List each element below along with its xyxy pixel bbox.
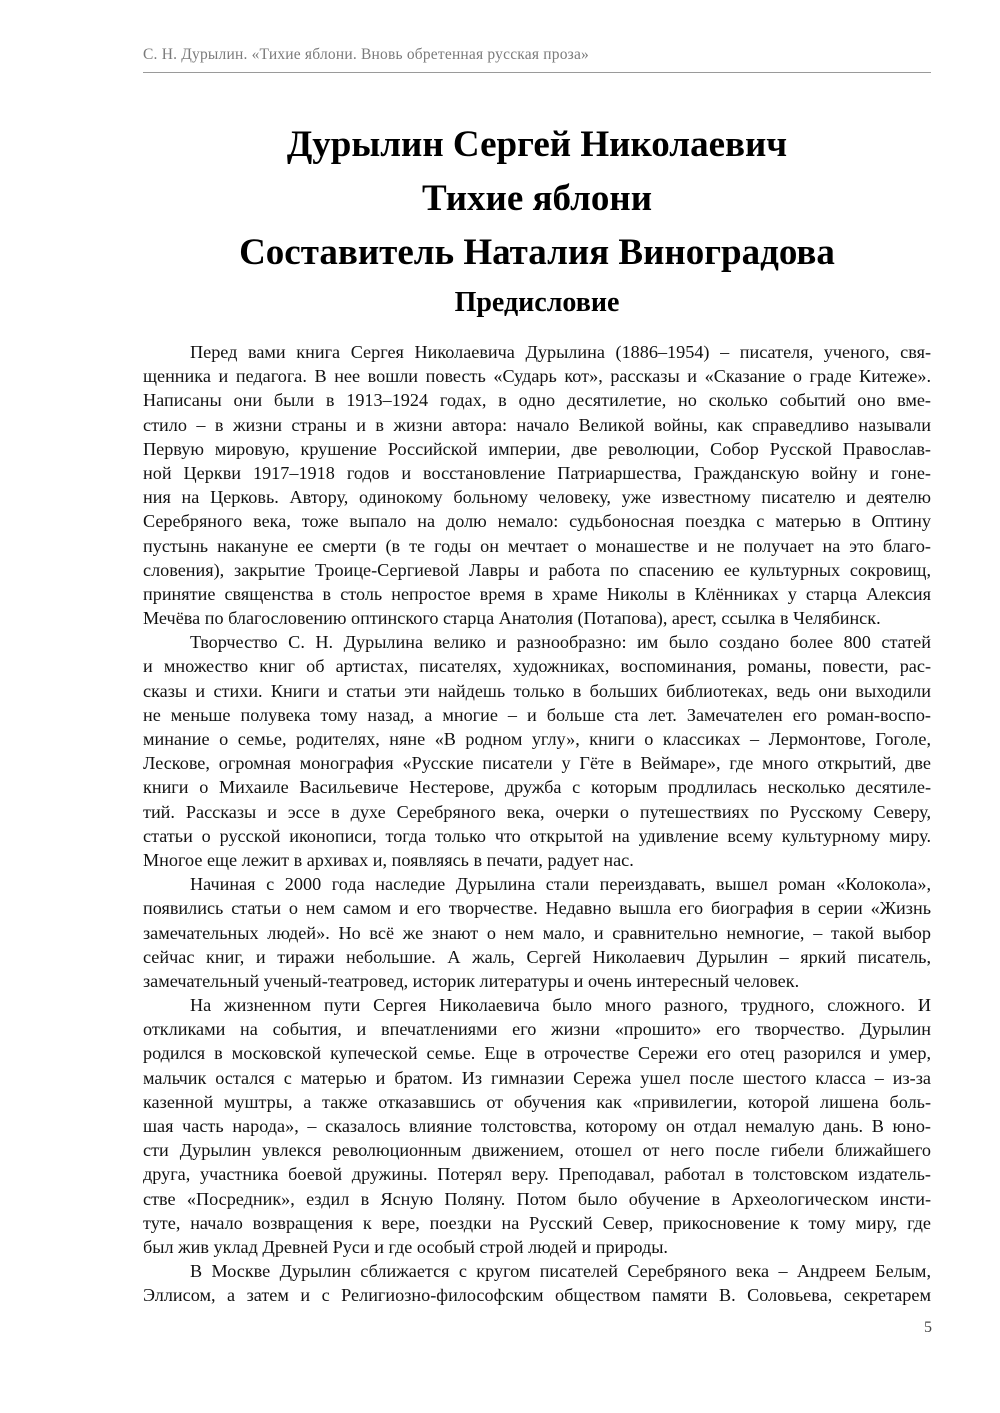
text-line: Лескове, огромная монография «Русские писатели у Гёте в Веймаре», где много открытий, две — [143, 753, 931, 774]
text-line: принятие священства в столь непростое время в храме Николы в Клённиках у старца Алексия — [143, 583, 931, 604]
text-line: родился в московской купеческой семье. Еще в отрочестве Сережи его отец разорился и умер, — [143, 1043, 931, 1064]
text-line: казенной муштры, а также отказавшись от обучения как «привилегии, которой лишена боль- — [143, 1091, 931, 1112]
text-line: Многое еще лежит в архивах и, появляясь в печати, радует нас. — [143, 849, 634, 870]
text-line: сти Дурылин увлекся революционным движением, отошел от него после гибели ближайшего — [143, 1140, 931, 1161]
text-line: В Москве Дурылин сближается с кругом писателей Серебряного века – Андреем Белым, — [190, 1261, 931, 1282]
text-line: Эллисом, а затем и с Религиозно-философским обществом памяти В. Соловьева, секретарем — [143, 1285, 931, 1306]
text-line: минание о семье, родителях, няне «В родном углу», книги о классиках – Лермонтове, Гоголе, — [143, 729, 931, 749]
body-text — [143, 340, 931, 1308]
text-line: появились статьи о нем самом и его творчестве. Недавно вышла его биография в серии «Жизнь — [143, 898, 931, 919]
text-line: тий. Рассказы и эссе в духе Серебряного века, очерки о путешествиях по Русскому Северу, — [143, 801, 931, 822]
paragraph — [143, 1259, 931, 1307]
text-line: ной Церкви 1917–1918 годов и восстановление Патриаршества, Гражданскую войну и гоне- — [143, 462, 931, 483]
text-line: сказы и стихи. Книги и статьи эти найдешь только в больших библиотеках, ведь они выходили — [143, 680, 931, 701]
paragraph — [143, 993, 931, 1259]
text-line: словения), закрытие Троице-Сергиевой Лавры и работа по спасению ее культурных сокровищ, — [143, 559, 931, 580]
text-line: щенника и педагога. В нее вошли повесть «Сударь кот», рассказы и «Сказание о граде Китеже». — [143, 366, 931, 387]
header-rule — [143, 72, 931, 73]
text-line: шая часть народа», – сказалось влияние толстовства, которому он отдал немалую дань. В юно- — [143, 1116, 931, 1136]
text-line: стило – в жизни страны и в жизни автора: начало Великой войны, как справедливо называли — [143, 414, 931, 435]
text-line: Перед вами книга Сергея Николаевича Дурылина (1886–1954) – писателя, ученого, свя- — [190, 342, 931, 362]
text-line: друга, участника боевой дружины. Потерял веру. Преподавал, работал в толстовском издатель- — [143, 1164, 931, 1185]
paragraph — [143, 630, 931, 872]
text-line: Серебряного века, тоже выпало на долю немало: судьбоносная поездка с матерью в Оптину — [143, 511, 931, 532]
text-line: и множество книг об артистах, писателях, художниках, воспоминания, романы, повести, рас- — [143, 656, 931, 677]
text-line: Первую мировую, крушение Российской империи, две революции, Собор Русской Православ- — [143, 438, 931, 459]
book-title — [143, 118, 931, 280]
text-line: ния на Церковь. Автору, одинокому больному человеку, уже известному писателю и деятелю — [143, 487, 931, 508]
text-line: был жив уклад Древней Руси и где особый строй людей и природы. — [143, 1236, 668, 1257]
title-author: Дурылин Сергей Николаевич — [286, 124, 788, 165]
text-line: сейчас книг, и тиражи небольшие. А жаль, Сергей Николаевич Дурылин – яркий писатель, — [143, 946, 931, 967]
section-heading: Предисловие — [454, 287, 620, 318]
text-line: Творчество С. Н. Дурылина велико и разнообразно: им было создано более 800 статей — [190, 632, 931, 653]
text-line: мальчик остался с матерью и братом. Из гимназии Сережа ушел после шестого класса – из-за — [143, 1067, 931, 1088]
text-line: На жизненном пути Сергея Николаевича было много разного, трудного, сложного. И — [190, 995, 931, 1016]
text-line: книги о Михаиле Васильевиче Нестерове, дружба с которым продлилась несколько десятиле- — [143, 777, 931, 798]
text-line: Написаны они были в 1913–1924 годах, в одно десятилетие, но сколько событий оно вме- — [143, 390, 931, 411]
running-header: С. Н. Дурылин. «Тихие яблони. Вновь обретенная русская проза» — [143, 46, 589, 63]
text-line: откликами на события, и впечатлениями его жизни «прошито» его творчество. Дурылин — [143, 1019, 931, 1040]
text-line: замечательных людей». Но всё же знают о нем мало, и сравнительно немногие, – такой выбор — [143, 922, 931, 943]
title-compiler: Составитель Наталия Виноградова — [239, 232, 835, 273]
text-line: туте, начало возвращения к вере, поездки на Русский Север, прикосновение к тому миру, где — [143, 1212, 931, 1233]
text-line: статьи о русской иконописи, тогда только что открытой на удивление всему культурному миру. — [143, 825, 931, 846]
text-line: замечательный ученый-театровед, историк литературы и очень интересный человек. — [143, 970, 800, 991]
text-line: стве «Посредник», ездил в Ясную Поляну. Потом было обучение в Археологическом инсти- — [143, 1188, 931, 1209]
paragraph — [143, 872, 931, 993]
text-line: пустынь накануне ее смерти (в те годы он мечтает о монашестве и не получает на это благо- — [143, 535, 931, 556]
text-line: не меньше полувека тому назад, а многие – и больше ста лет. Замечателен его роман-воспо- — [143, 704, 931, 725]
title-book: Тихие яблони — [421, 178, 653, 219]
page-number: 5 — [924, 1319, 932, 1336]
paragraph — [143, 340, 931, 630]
text-line: Начиная с 2000 года наследие Дурылина стали переиздавать, вышел роман «Колокола», — [190, 874, 931, 895]
text-line: Мечёва по благословению оптинского старца Анатолия (Потапова), арест, ссылка в Челябинск. — [143, 608, 881, 629]
